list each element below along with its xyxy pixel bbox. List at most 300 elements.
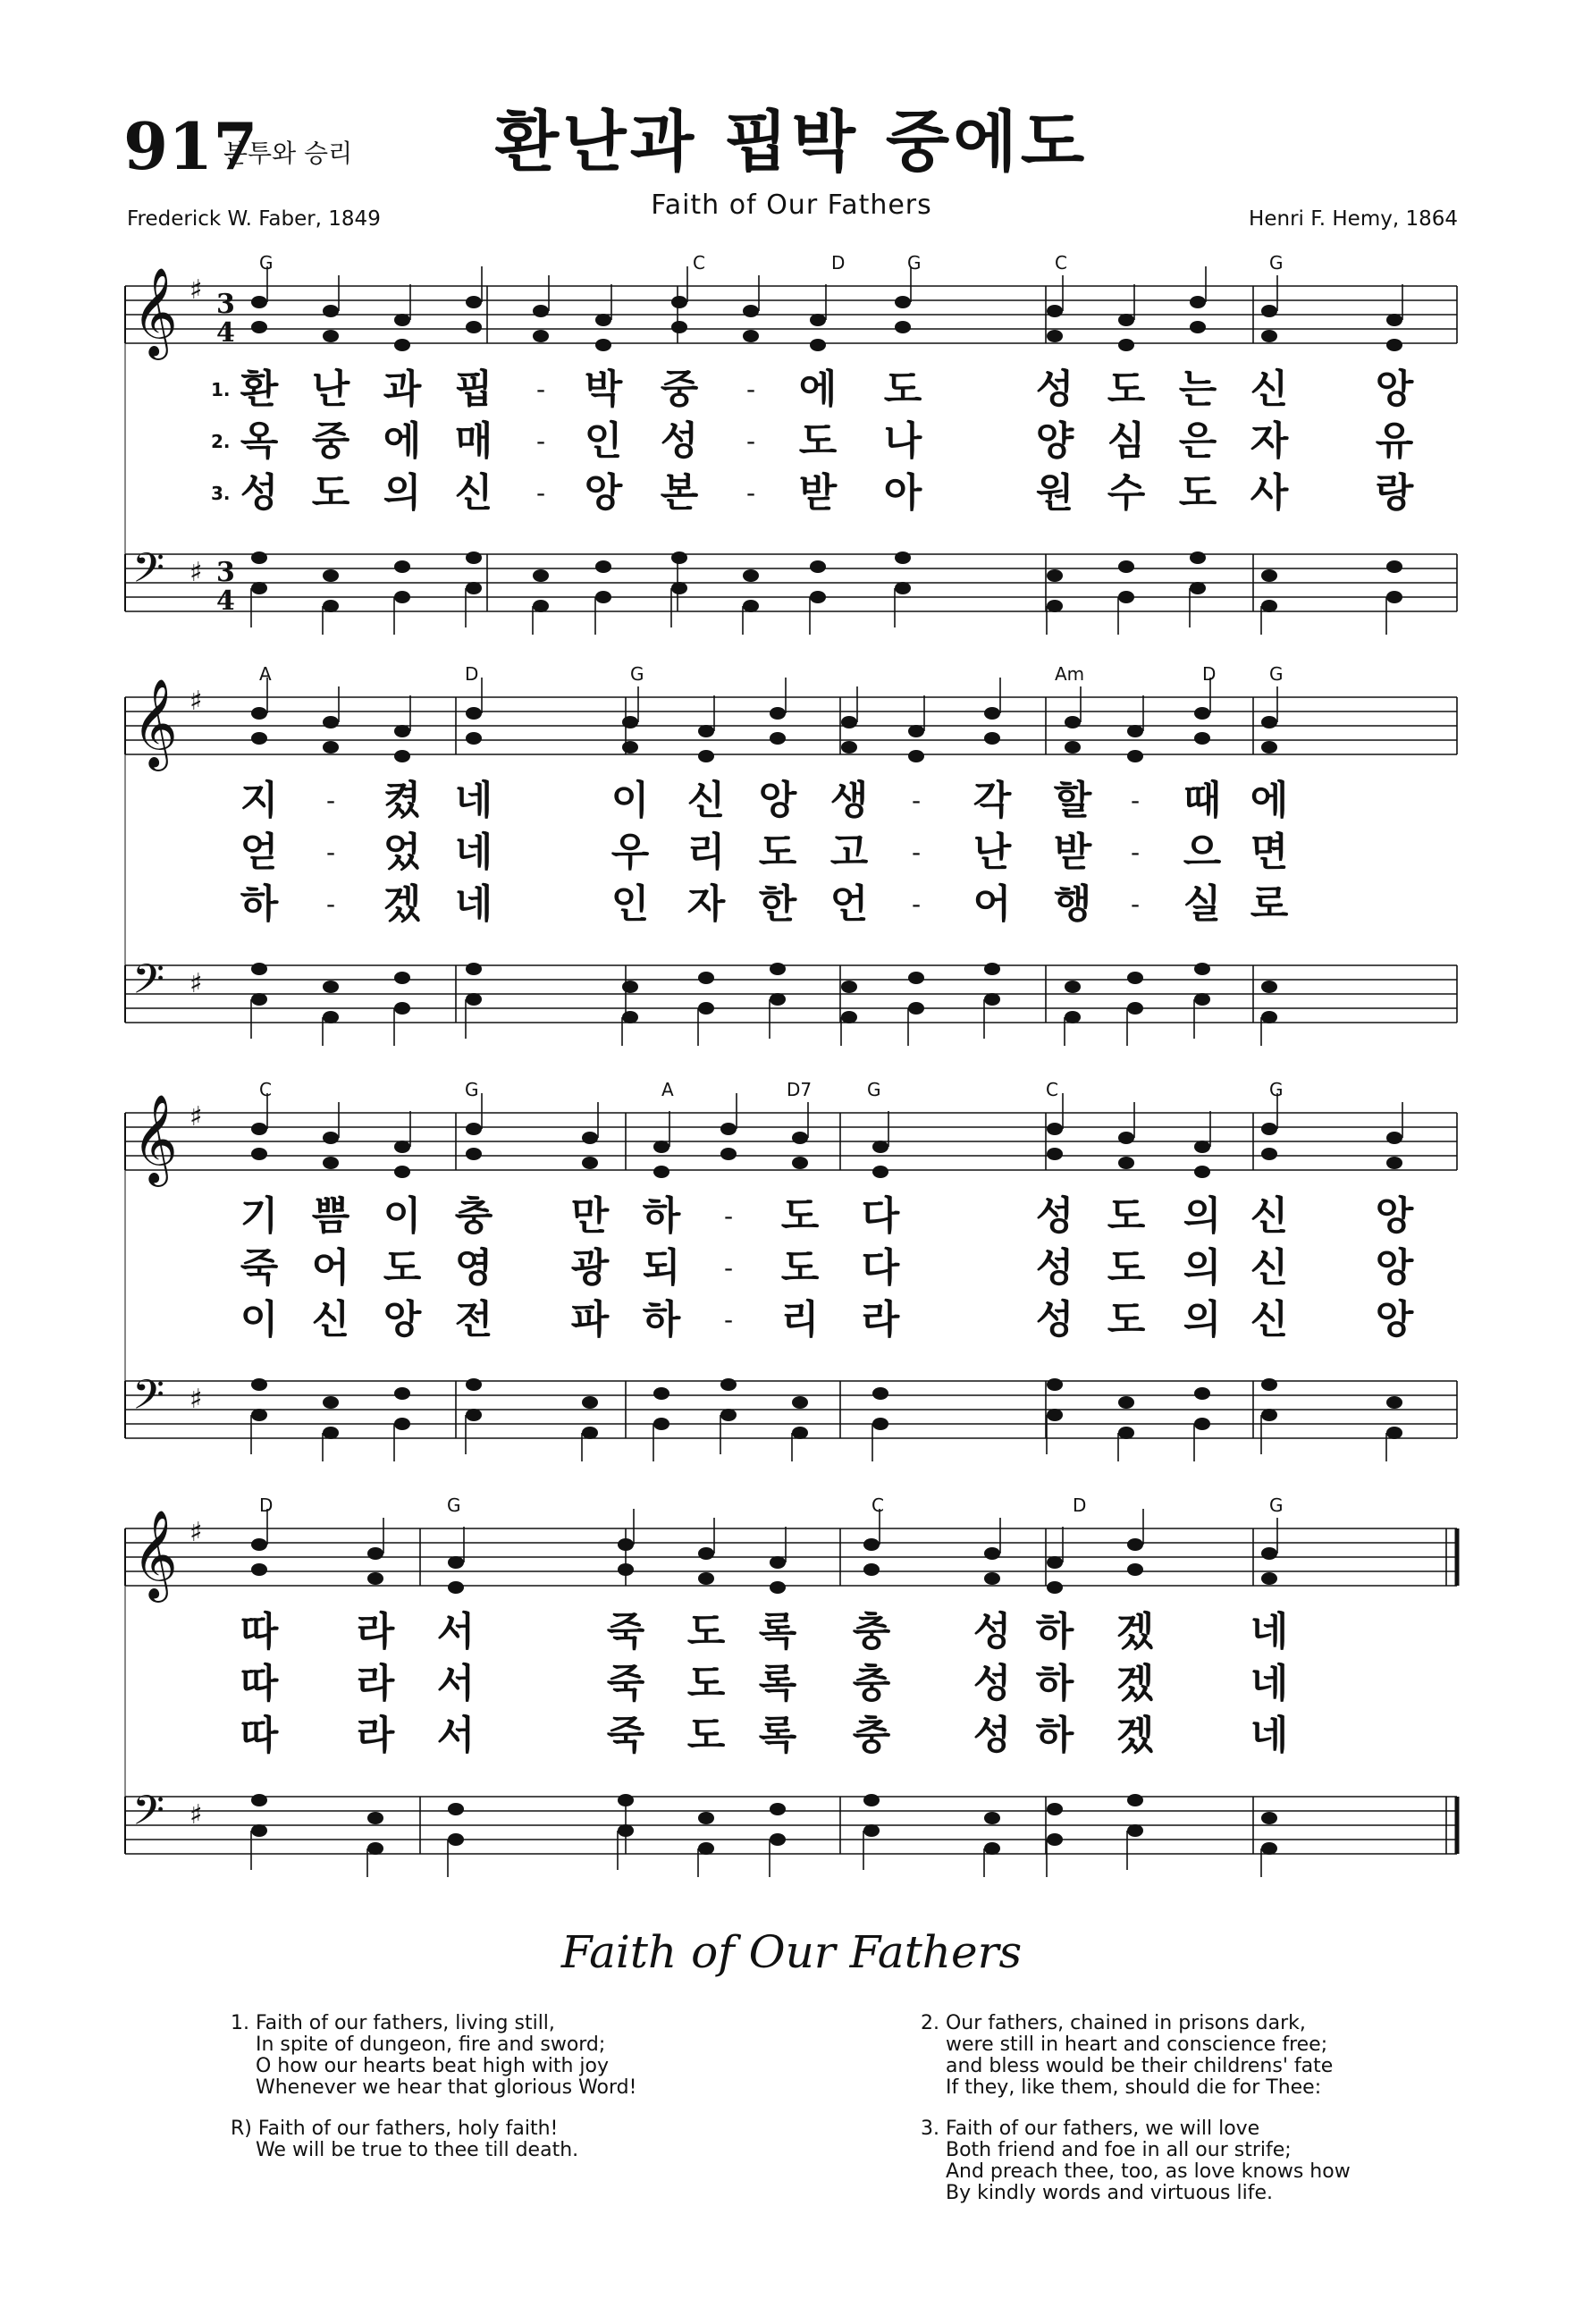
lyric-syllable: 성 [1035, 366, 1074, 412]
note-head [251, 582, 267, 594]
lyric-syllable: 도 [780, 1245, 820, 1291]
lyric-syllable: 도 [798, 418, 838, 464]
lyric-line-verse-1 [0, 1607, 1583, 1657]
lyric-hyphen: - [745, 478, 756, 508]
chord-symbol: C [693, 252, 705, 274]
note-head [698, 1842, 714, 1855]
lyric-syllable: 록 [758, 1713, 797, 1758]
lyric-hyphen: - [325, 889, 336, 919]
note-head [622, 981, 638, 993]
note-head [863, 1824, 880, 1837]
lyric-syllable: 인 [610, 881, 650, 927]
lyric-syllable: 죽 [606, 1713, 645, 1758]
lyric-syllable: 신 [1250, 1245, 1289, 1291]
note-head [251, 1409, 267, 1421]
note-head [1261, 305, 1277, 317]
lyric-syllable: 앙 [584, 470, 623, 516]
lyric-syllable: 성 [973, 1661, 1012, 1706]
lyric-syllable: 양 [1035, 418, 1074, 464]
note-head [698, 1547, 714, 1560]
note-head [595, 314, 611, 326]
note-head [908, 972, 924, 984]
lyric-syllable: 하 [642, 1193, 681, 1239]
note-head [466, 707, 482, 720]
lyric-syllable: 만 [570, 1193, 610, 1239]
lyric-hyphen: - [535, 426, 546, 456]
note-head [1261, 741, 1277, 754]
note-head [698, 1572, 714, 1585]
note-head [984, 707, 1000, 720]
lyric-hyphen: - [1130, 786, 1141, 815]
note-head [1194, 707, 1210, 720]
note-head [595, 339, 611, 351]
note-head [618, 1538, 634, 1551]
lyric-syllable: 도 [686, 1713, 726, 1758]
note-head [251, 552, 267, 564]
hymn-title-english: Faith of Our Fathers [651, 189, 932, 221]
lyric-syllable: 성 [240, 470, 279, 516]
verse-number: 3. [211, 483, 231, 504]
lyric-syllable: 리 [780, 1297, 820, 1343]
note-head [1118, 1132, 1134, 1144]
lyric-syllable: 어 [311, 1245, 350, 1291]
lyric-syllable: 었 [383, 829, 422, 875]
note-head [698, 1002, 714, 1015]
composer-credit: Henri F. Hemy, 1864 [1249, 207, 1458, 231]
chord-symbol: G [630, 663, 644, 685]
chord-symbol: G [1269, 252, 1284, 274]
chord-symbol: G [867, 1079, 881, 1100]
note-head [1127, 1002, 1143, 1015]
note-head [770, 963, 786, 975]
lyric-syllable: 네 [454, 881, 493, 927]
chord-symbol: C [871, 1495, 884, 1516]
lyric-syllable: 의 [1183, 1193, 1222, 1239]
lyric-syllable: 받 [798, 470, 838, 516]
lyric-syllable: 이 [240, 1297, 279, 1343]
note-head [1047, 1123, 1063, 1135]
lyric-syllable: 때 [1183, 778, 1222, 823]
note-head [743, 600, 759, 612]
music-system [0, 1495, 1583, 1877]
lyric-syllable: 다 [861, 1245, 900, 1291]
lyric-syllable: 앙 [1375, 1193, 1414, 1239]
lyric-line-verse-3 [0, 880, 1583, 930]
lyric-syllable: 매 [454, 418, 493, 464]
note-head [582, 1396, 598, 1409]
note-head [1127, 725, 1143, 737]
note-head [770, 1581, 786, 1594]
note-head [1127, 1538, 1143, 1551]
chord-symbol: A [661, 1079, 674, 1100]
note-head [1047, 1148, 1063, 1160]
lyric-syllable: 도 [1107, 1297, 1146, 1343]
note-head [323, 1157, 339, 1169]
lyric-syllable: 에 [798, 366, 838, 412]
lyric-line-verse-3 [0, 1295, 1583, 1345]
lyric-line-verse-2 [0, 1243, 1583, 1293]
note-head [1261, 1547, 1277, 1560]
lyric-syllable: 의 [1183, 1245, 1222, 1291]
note-head [841, 741, 857, 754]
note-head [1127, 1563, 1143, 1576]
note-head [1194, 732, 1210, 745]
note-head [1194, 963, 1210, 975]
note-head [1194, 1166, 1210, 1178]
note-head [323, 1427, 339, 1439]
lyric-syllable: 신 [311, 1297, 350, 1343]
note-head [1047, 569, 1063, 582]
lyric-syllable: 켰 [383, 778, 422, 823]
note-head [1047, 1581, 1063, 1594]
note-head [770, 1803, 786, 1815]
note-head [1194, 993, 1210, 1006]
note-head [251, 1794, 267, 1806]
hymn-category: 분투와 승리 [223, 139, 353, 168]
note-head [1261, 981, 1277, 993]
note-head [1386, 1427, 1402, 1439]
note-head [720, 1409, 737, 1421]
lyric-syllable: 겠 [1116, 1713, 1155, 1758]
lyric-hyphen: - [325, 838, 336, 867]
hymn-number: 917 [123, 108, 258, 184]
note-head [1047, 305, 1063, 317]
english-stanza-3: 3. Faith of our fathers, we will love Both friend and foe in all our strife; And preach thee, too, as love knows how By kindly words and virtuous life. [921, 2118, 1351, 2204]
note-head [1261, 716, 1277, 728]
lyric-syllable: 은 [1178, 418, 1217, 464]
lyric-syllable: 핍 [454, 366, 493, 412]
note-head [1261, 330, 1277, 342]
lyric-syllable: 도 [686, 1609, 726, 1655]
lyric-syllable: 어 [973, 881, 1012, 927]
note-head [323, 305, 339, 317]
note-head [466, 1378, 482, 1391]
lyric-syllable: 서 [436, 1661, 476, 1706]
note-head [394, 972, 410, 984]
chord-symbol: A [259, 663, 272, 685]
bass-clef-icon: 𝄢 [132, 956, 165, 1014]
note-head [1118, 314, 1134, 326]
note-head [394, 1002, 410, 1015]
note-head [533, 305, 549, 317]
lyric-syllable: 난 [311, 366, 350, 412]
note-head [367, 1812, 383, 1824]
lyric-syllable: 도 [383, 1245, 422, 1291]
lyric-syllable: 박 [584, 366, 623, 412]
chord-symbol: G [447, 1495, 461, 1516]
note-head [792, 1132, 808, 1144]
lyric-syllable: 신 [1250, 366, 1289, 412]
note-head [448, 1833, 464, 1846]
note-head [394, 560, 410, 573]
lyric-syllable: 실 [1183, 881, 1222, 927]
bass-clef-icon: 𝄢 [132, 544, 165, 602]
lyric-syllable: 고 [829, 829, 869, 875]
lyric-syllable: 충 [852, 1609, 891, 1655]
note-head [698, 1812, 714, 1824]
note-head [251, 1148, 267, 1160]
lyric-syllable: 환 [240, 366, 279, 412]
note-head [595, 560, 611, 573]
english-title: Faith of Our Fathers [560, 1926, 1023, 1978]
lyric-syllable: 의 [1183, 1297, 1222, 1343]
note-head [323, 569, 339, 582]
note-head [895, 321, 911, 333]
lyric-syllable: 겠 [383, 881, 422, 927]
note-head [895, 552, 911, 564]
note-head [1261, 1409, 1277, 1421]
note-head [1118, 591, 1134, 603]
note-head [863, 1794, 880, 1806]
lyric-syllable: 라 [861, 1297, 900, 1343]
lyric-syllable: 앙 [758, 778, 797, 823]
note-head [251, 1123, 267, 1135]
note-head [1127, 972, 1143, 984]
lyric-hyphen: - [325, 786, 336, 815]
note-head [1047, 1833, 1063, 1846]
chord-symbol: D [1202, 663, 1217, 685]
lyric-syllable: 도 [686, 1661, 726, 1706]
note-head [618, 1824, 634, 1837]
key-signature-sharp-icon: ♯ [189, 1384, 203, 1415]
lyric-syllable: 영 [454, 1245, 493, 1291]
note-head [367, 1547, 383, 1560]
key-signature-sharp-icon: ♯ [189, 1799, 203, 1831]
note-head [1118, 1396, 1134, 1409]
lyric-syllable: 사 [1250, 470, 1289, 516]
lyric-hyphen: - [911, 786, 922, 815]
note-head [466, 296, 482, 308]
note-head [323, 330, 339, 342]
note-head [841, 716, 857, 728]
lyric-syllable: 행 [1053, 881, 1092, 927]
note-head [1386, 1396, 1402, 1409]
lyric-syllable: 중 [660, 366, 699, 412]
lyric-syllable: 성 [1035, 1193, 1074, 1239]
lyric-line-verse-1 [0, 365, 1583, 415]
note-head [466, 1409, 482, 1421]
note-head [770, 1556, 786, 1569]
key-signature-sharp-icon: ♯ [189, 686, 203, 717]
note-head [1261, 1812, 1277, 1824]
lyric-syllable: 앙 [1375, 1245, 1414, 1291]
lyric-syllable: 서 [436, 1713, 476, 1758]
lyric-syllable: 아 [883, 470, 922, 516]
note-head [984, 1572, 1000, 1585]
chord-symbol: C [259, 1079, 272, 1100]
english-stanza-2: 2. Our fathers, chained in prisons dark, were still in heart and conscience free; and bless would be their childrens' fate If they, like them, should die for Thee: [921, 2012, 1334, 2099]
note-head [653, 1418, 669, 1430]
lyric-syllable: 하 [1035, 1609, 1074, 1655]
note-head [251, 963, 267, 975]
note-head [743, 330, 759, 342]
note-head [251, 1824, 267, 1837]
lyric-syllable: 따 [240, 1661, 279, 1706]
note-head [448, 1803, 464, 1815]
note-head [394, 1387, 410, 1400]
note-head [810, 314, 826, 326]
note-head [466, 963, 482, 975]
lyric-syllable: 나 [883, 418, 922, 464]
hymn-title-korean: 환난과 핍박 중에도 [494, 104, 1089, 181]
note-head [863, 1538, 880, 1551]
note-head [1261, 1148, 1277, 1160]
key-signature-sharp-icon: ♯ [189, 968, 203, 999]
note-head [1261, 1123, 1277, 1135]
note-head [251, 296, 267, 308]
note-head [367, 1572, 383, 1585]
lyric-syllable: 중 [311, 418, 350, 464]
lyric-syllable: 서 [436, 1609, 476, 1655]
note-head [1261, 1572, 1277, 1585]
note-head [251, 993, 267, 1006]
note-head [908, 725, 924, 737]
note-head [770, 732, 786, 745]
note-head [1118, 339, 1134, 351]
lyric-line-verse-3 [0, 468, 1583, 518]
lyric-hyphen: - [723, 1201, 734, 1231]
lyric-syllable: 네 [1250, 1609, 1289, 1655]
note-head [448, 1581, 464, 1594]
chord-symbol: G [1269, 663, 1284, 685]
note-head [698, 750, 714, 762]
lyric-syllable: 각 [973, 778, 1012, 823]
time-signature-icon: 4 [216, 585, 235, 617]
key-signature-sharp-icon: ♯ [189, 557, 203, 588]
note-head [792, 1396, 808, 1409]
verse-number: 1. [211, 379, 231, 400]
note-head [810, 560, 826, 573]
note-head [1194, 1418, 1210, 1430]
lyric-line-verse-1 [0, 776, 1583, 826]
note-head [1047, 1803, 1063, 1815]
note-head [895, 582, 911, 594]
lyric-hyphen: - [1130, 889, 1141, 919]
note-head [466, 552, 482, 564]
treble-clef-icon: 𝄞 [132, 267, 178, 357]
note-head [1386, 314, 1402, 326]
lyric-syllable: 자 [686, 881, 726, 927]
note-head [251, 1378, 267, 1391]
bass-clef-icon: 𝄢 [132, 1787, 165, 1845]
note-head [720, 1148, 737, 1160]
note-head [1047, 330, 1063, 342]
lyric-syllable: 이 [610, 778, 650, 823]
chord-symbol: G [259, 252, 274, 274]
note-head [582, 1157, 598, 1169]
lyric-syllable: 받 [1053, 829, 1092, 875]
note-head [863, 1563, 880, 1576]
note-head [984, 732, 1000, 745]
note-head [1386, 1132, 1402, 1144]
lyric-syllable: 인 [584, 418, 623, 464]
note-head [743, 569, 759, 582]
lyric-syllable: 이 [383, 1193, 422, 1239]
lyric-syllable: 심 [1107, 418, 1146, 464]
chord-symbol: D [1073, 1495, 1087, 1516]
lyric-syllable: 네 [454, 778, 493, 823]
note-head [1386, 560, 1402, 573]
lyric-syllable: 록 [758, 1609, 797, 1655]
note-head [323, 981, 339, 993]
lyric-syllable: 다 [861, 1193, 900, 1239]
lyric-line-verse-1 [0, 1191, 1583, 1242]
note-head [1065, 981, 1081, 993]
lyric-syllable: 우 [610, 829, 650, 875]
lyric-syllable: 언 [829, 881, 869, 927]
note-head [533, 330, 549, 342]
music-system [0, 252, 1583, 635]
verse-number: 2. [211, 431, 231, 452]
lyric-syllable: 전 [454, 1297, 493, 1343]
lyric-syllable: 쁨 [311, 1193, 350, 1239]
note-head [582, 1427, 598, 1439]
note-head [810, 339, 826, 351]
lyric-syllable: 수 [1107, 470, 1146, 516]
lyric-syllable: 성 [1035, 1245, 1074, 1291]
chord-symbol: C [1046, 1079, 1058, 1100]
note-head [622, 741, 638, 754]
lyric-line-verse-3 [0, 1711, 1583, 1761]
chord-symbol: Am [1055, 663, 1085, 685]
lyric-syllable: 겠 [1116, 1661, 1155, 1706]
lyric-syllable: 신 [1250, 1297, 1289, 1343]
lyric-hyphen: - [911, 889, 922, 919]
lyric-hyphen: - [723, 1253, 734, 1283]
note-head [622, 1011, 638, 1023]
note-head [1386, 591, 1402, 603]
chord-symbol: G [1269, 1079, 1284, 1100]
note-head [394, 1141, 410, 1153]
lyric-syllable: 도 [1107, 366, 1146, 412]
note-head [394, 725, 410, 737]
lyric-hyphen: - [535, 375, 546, 404]
note-head [1047, 1556, 1063, 1569]
note-head [671, 296, 687, 308]
note-head [872, 1418, 888, 1430]
music-system [0, 663, 1583, 1046]
note-head [618, 1794, 634, 1806]
note-head [466, 582, 482, 594]
note-head [1047, 1409, 1063, 1421]
note-head [770, 1833, 786, 1846]
note-head [841, 981, 857, 993]
note-head [466, 732, 482, 745]
lyric-syllable: 기 [240, 1193, 279, 1239]
note-head [720, 1123, 737, 1135]
note-head [323, 1396, 339, 1409]
note-head [671, 552, 687, 564]
lyric-syllable: 도 [1178, 470, 1217, 516]
lyric-syllable: 도 [1107, 1245, 1146, 1291]
note-head [394, 1418, 410, 1430]
lyric-syllable: 광 [570, 1245, 610, 1291]
note-head [1190, 552, 1206, 564]
lyric-syllable: 신 [686, 778, 726, 823]
note-head [653, 1387, 669, 1400]
lyric-line-verse-2 [0, 417, 1583, 467]
lyric-syllable: 앙 [1375, 366, 1414, 412]
lyricist-credit: Frederick W. Faber, 1849 [127, 207, 381, 231]
note-head [595, 591, 611, 603]
lyric-syllable: 리 [686, 829, 726, 875]
lyric-syllable: 겠 [1116, 1609, 1155, 1655]
note-head [1386, 1157, 1402, 1169]
key-signature-sharp-icon: ♯ [189, 274, 203, 306]
note-head [466, 321, 482, 333]
lyric-hyphen: - [745, 375, 756, 404]
note-head [1127, 750, 1143, 762]
